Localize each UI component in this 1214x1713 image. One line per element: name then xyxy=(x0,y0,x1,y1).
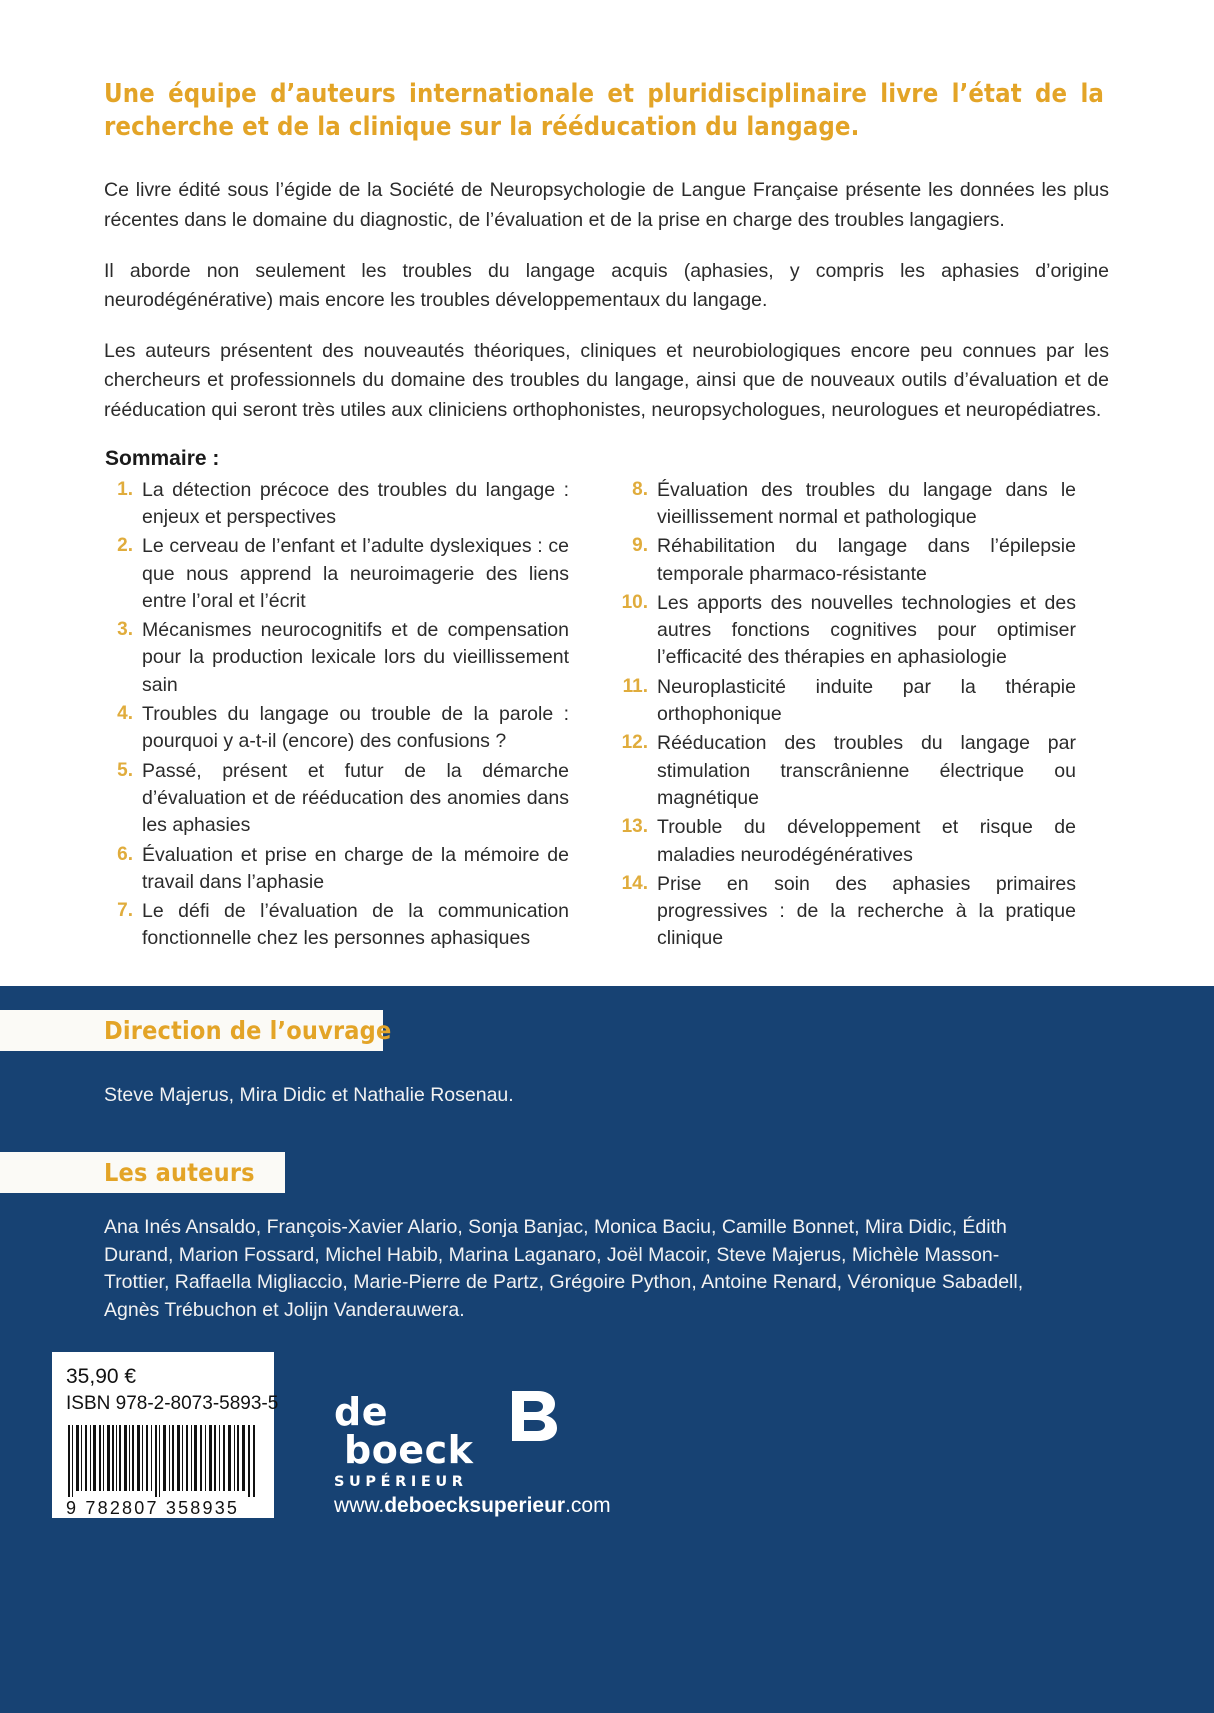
blurb-paragraph-1: Ce livre édité sous l’égide de la Société de Neuropsychologie de Langue Française présente les données les plus récentes dans le domaine du diagnostic, de l’évaluation et de la prise en charge des troubles langagiers. xyxy=(104,179,1109,231)
toc-item-number: 14. xyxy=(621,872,648,894)
isbn-barcode-block xyxy=(52,1352,279,1518)
toc-item-label: Le cerveau de l’enfant et l’adulte dyslexiques : ce que nous apprend la neuroimagerie des liens entre l’oral et l’écrit xyxy=(142,535,569,612)
toc-item-label: Trouble du développement et risque de maladies neurodégénératives xyxy=(657,816,1076,866)
sommaire-heading: Sommaire : xyxy=(105,446,220,470)
direction-label: Direction de l’ouvrage xyxy=(104,1016,392,1045)
toc-item-number: 10. xyxy=(621,591,648,613)
toc-item xyxy=(104,701,569,756)
toc-item xyxy=(611,674,1076,729)
toc-item xyxy=(611,590,1076,672)
toc-item-number: 8. xyxy=(632,478,648,500)
toc-item-number: 3. xyxy=(117,619,133,641)
isbn-text: ISBN 978-2-8073-5893-5 xyxy=(66,1393,279,1415)
toc-item-label: Passé, présent et futur de la démarche d’évaluation et de rééducation des anomies dans les aphasies xyxy=(142,759,569,837)
url-prefix: www. xyxy=(334,1494,385,1517)
toc-item-label: Évaluation des troubles du langage dans le vieillissement normal et pathologique xyxy=(657,478,1076,528)
toc-item xyxy=(104,477,569,532)
toc-item-number: 11. xyxy=(622,675,648,697)
publisher-logo-row xyxy=(334,1390,562,1472)
headline: Une équipe d’auteurs internationale et pluridisciplinaire livre l’état de la recherche et de la clinique sur la rééducation du langage. xyxy=(104,79,1104,143)
direction-names: Steve Majerus, Mira Didic et Nathalie Rosenau. xyxy=(104,1084,514,1106)
toc-item-label: Les apports des nouvelles technologies et des autres fonctions cognitives pour optimiser l’efficacité des thérapies en aphasiologie xyxy=(657,591,1076,669)
toc-item-number: 2. xyxy=(117,535,133,557)
barcode-image xyxy=(66,1425,260,1497)
toc-item-number: 6. xyxy=(117,843,133,865)
toc-item xyxy=(104,533,569,615)
toc-item xyxy=(611,814,1076,869)
toc-item-label: Réhabilitation du langage dans l’épilepsie temporale pharmaco-résistante xyxy=(657,535,1076,585)
authors-names: Ana Inés Ansaldo, François-Xavier Alario, Sonja Banjac, Monica Baciu, Camille Bonnet, Mira Didic, Édith Durand, Marion Fossard, Michel Habib, Marina Laganaro, Joël Macoir, Steve Majerus, Michèle Masson-Trottier, Raffaella Migliaccio, Marie-Pierre de Partz, Grégoire Python, Antoine Renard, Véronique Sabadell, Agnès Trébuchon et Jolijn Vanderauwera. xyxy=(104,1216,1024,1322)
toc-item-number: 5. xyxy=(117,759,133,781)
toc-item-label: Neuroplasticité induite par la thérapie orthophonique xyxy=(657,675,1076,726)
toc-item xyxy=(611,730,1076,812)
url-suffix: .com xyxy=(565,1494,611,1517)
blurb-paragraph-2: Il aborde non seulement les troubles du langage acquis (aphasies, y compris les aphasies d’origine neurodégénérative) mais encore les troubles développementaux du langage. xyxy=(104,259,1109,312)
toc-item-number: 13. xyxy=(621,816,648,838)
toc-item-label: La détection précoce des troubles du langage : enjeux et perspectives xyxy=(142,478,569,528)
direction-label-box xyxy=(0,1010,392,1051)
toc-item-label: Rééducation des troubles du langage par stimulation transcrânienne électrique ou magnétique xyxy=(657,732,1076,809)
toc-item-number: 9. xyxy=(632,535,648,557)
url-brand: deboecksuperieur xyxy=(384,1494,566,1517)
toc-item-number: 4. xyxy=(117,703,133,725)
publisher-website-url[interactable] xyxy=(334,1494,611,1518)
toc-column-left xyxy=(104,477,569,955)
barcode-digits: 9 782807 358935 xyxy=(66,1498,240,1518)
publisher-footer-panel xyxy=(0,986,1214,1713)
publisher-b-mark-icon xyxy=(508,1389,562,1443)
price-text: 35,90 € xyxy=(66,1365,137,1388)
toc-item xyxy=(104,758,569,840)
toc-item-number: 12. xyxy=(621,732,648,754)
toc-item-label: Le défi de l’évaluation de la communication fonctionnelle chez les personnes aphasiques xyxy=(142,900,569,950)
toc-item-label: Troubles du langage ou trouble de la parole : pourquoi y a-t-il (encore) des confusions ? xyxy=(142,703,569,753)
toc-item xyxy=(611,871,1076,953)
toc-item xyxy=(611,533,1076,588)
blurb-paragraph-3: Les auteurs présentent des nouveautés théoriques, cliniques et neurobiologiques encore peu connues par les chercheurs et professionnels du domaine des troubles du langage, ainsi que de nouveaux outils d’évaluation et de rééducation qui seront très utiles aux cliniciens orthophonistes, neuropsychologues, neurologues et neuropédiatres. xyxy=(104,339,1109,422)
publisher-subtitle: SUPÉRIEUR xyxy=(334,1474,468,1490)
authors-label-box xyxy=(0,1152,285,1193)
toc-item-label: Prise en soin des aphasies primaires progressives : de la recherche à la pratique clinique xyxy=(657,872,1076,950)
toc-item-number: 1. xyxy=(117,478,133,500)
toc-item-number: 7. xyxy=(117,900,133,922)
toc-item xyxy=(611,477,1076,532)
toc-item-label: Évaluation et prise en charge de la mémoire de travail dans l’aphasie xyxy=(142,843,569,893)
toc-item xyxy=(104,617,569,699)
publisher-name-de: de xyxy=(334,1390,388,1434)
toc-column-right xyxy=(611,477,1076,955)
publisher-name-boeck: boeck xyxy=(344,1428,474,1472)
toc-item-label: Mécanismes neurocognitifs et de compensation pour la production lexicale lors du vieillissement sain xyxy=(142,619,569,696)
publisher-logo xyxy=(334,1390,664,1490)
table-of-contents xyxy=(104,477,1114,955)
authors-label: Les auteurs xyxy=(104,1158,255,1187)
toc-item xyxy=(104,898,569,953)
toc-item xyxy=(104,842,569,897)
